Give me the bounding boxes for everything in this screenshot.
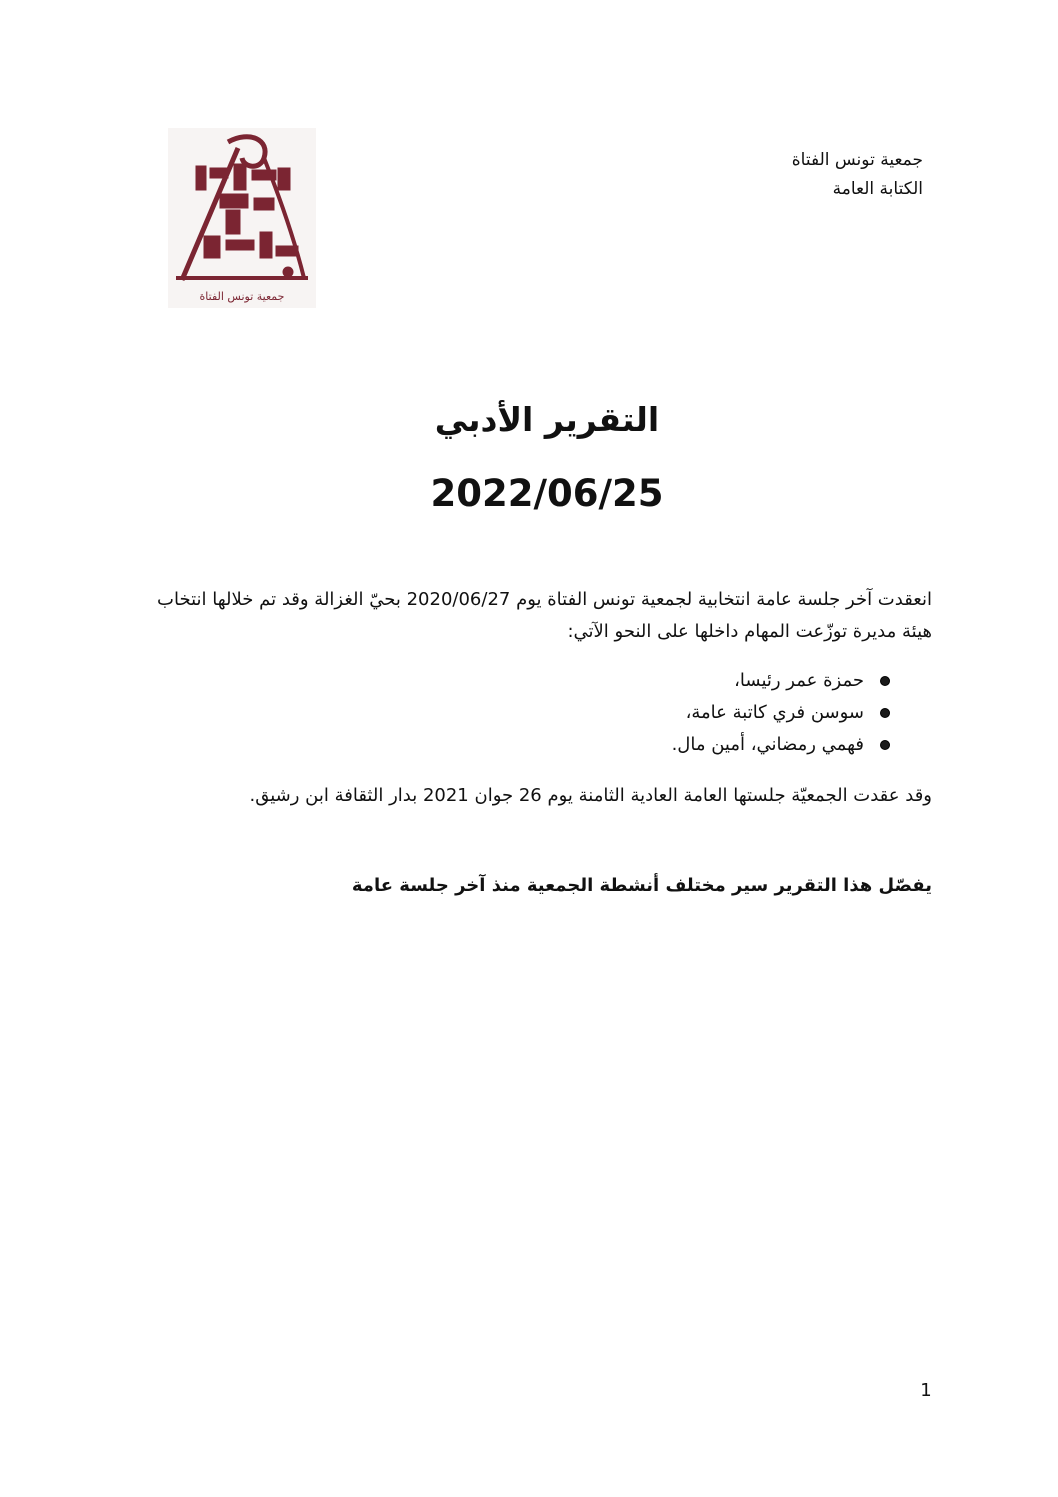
board-members-list [390,665,890,761]
report-date: 2022/06/25 [430,472,664,515]
list-item [390,697,890,729]
page-number: 1 [920,1380,932,1401]
member-treasurer: فهمي رمضاني، أمين مال. [671,734,864,755]
list-item [390,729,890,761]
bullet-icon [880,676,890,686]
session-paragraph: وقد عقدت الجمعيّة جلستها العامة العادية الثامنة يوم 26 جوان 2021 بدار الثقافة ابن رشيق. [249,785,932,806]
logo-caption: جمعية تونس الفتاة [199,290,285,303]
member-secretary: سوسن فري كاتبة عامة، [685,702,864,723]
intro-paragraph: انعقدت آخر جلسة عامة انتخابية لجمعية تونس الفتاة يوم 2020/06/27 بحيّ الغزالة وقد تم خلالها انتخاب هيئة مديرة توزّعت المهام داخلها على النحو الآتي: [157,589,932,642]
member-president: حمزة عمر رئيسا، [734,670,864,691]
association-logo-icon [168,128,316,308]
summary-paragraph: يفصّل هذا التقرير سير مختلف أنشطة الجمعية منذ آخر جلسة عامة [351,875,932,896]
bullet-icon [880,708,890,718]
bullet-icon [880,740,890,750]
report-title: التقرير الأدبي [434,400,660,439]
organization-header [623,146,923,204]
department-name: الكتابة العامة [832,179,923,199]
list-item [390,665,890,697]
organization-name: جمعية تونس الفتاة [791,150,923,170]
